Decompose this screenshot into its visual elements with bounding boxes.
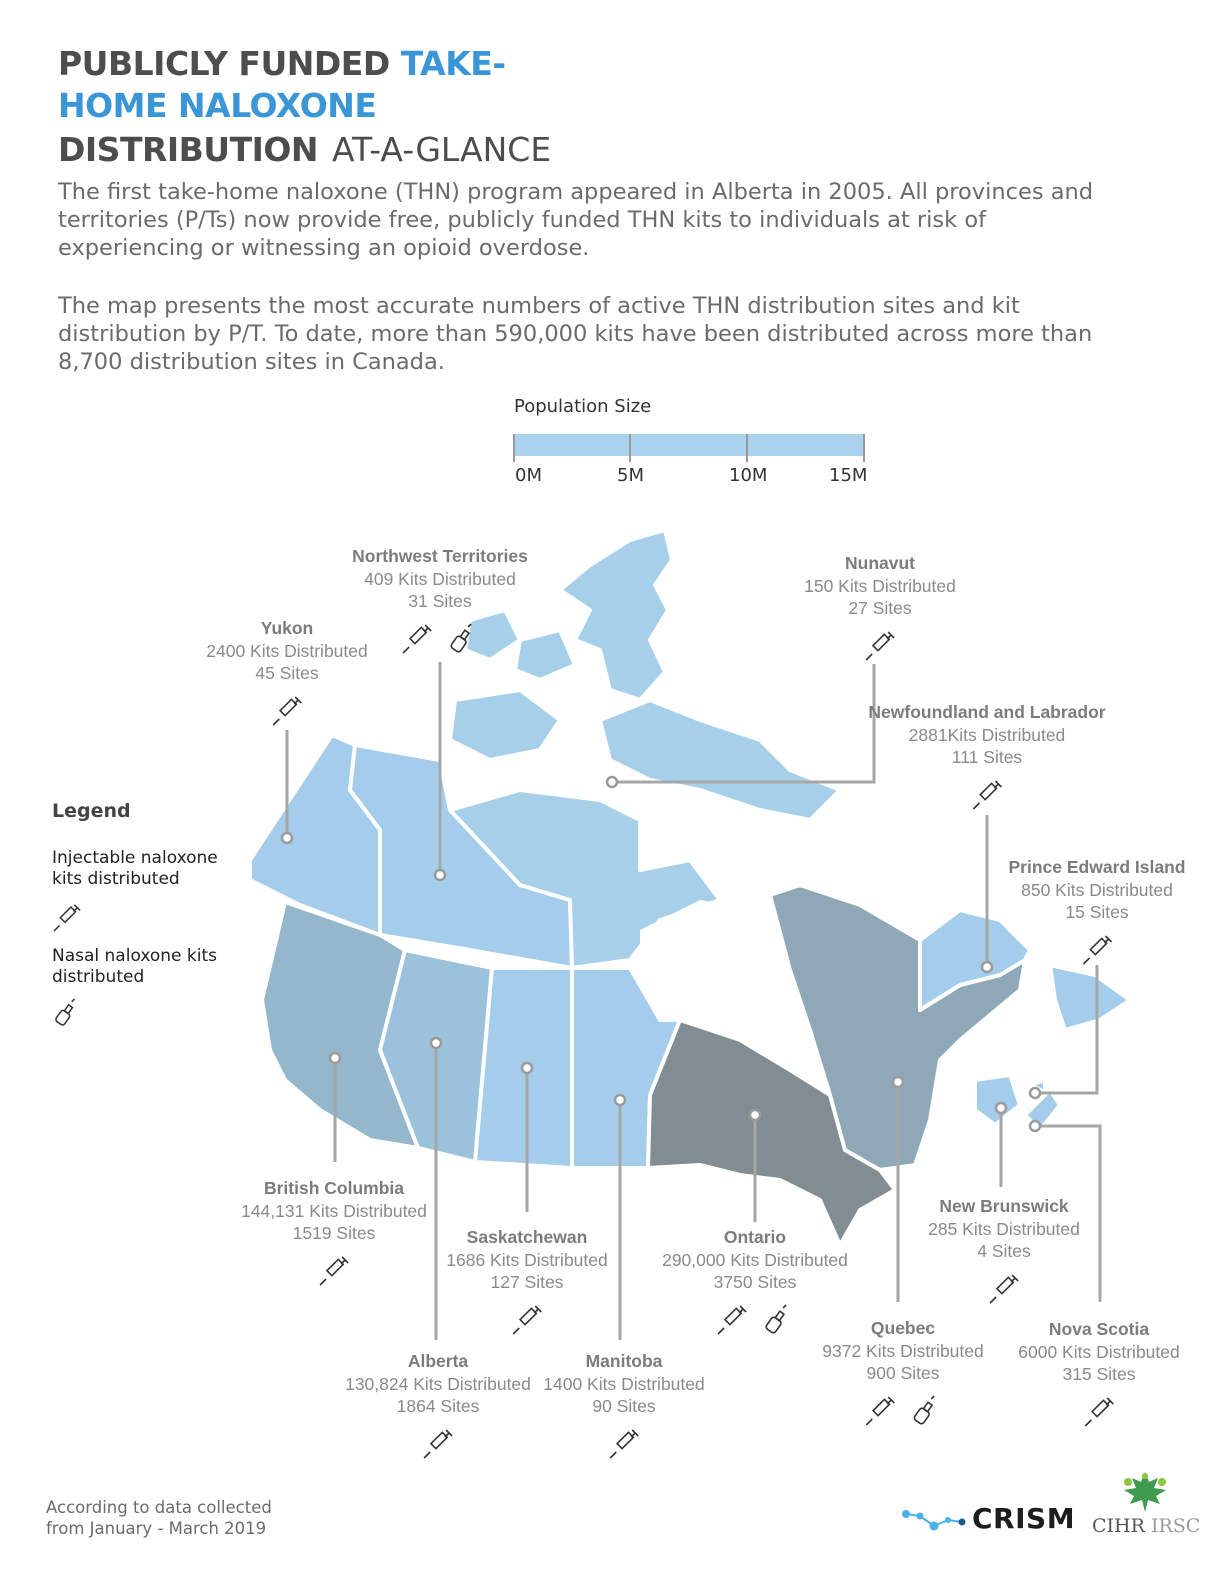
syringe-icon bbox=[511, 1304, 543, 1336]
irsc-text: IRSC bbox=[1150, 1515, 1201, 1537]
syringe-icon bbox=[318, 1255, 350, 1287]
region-name: Nunavut bbox=[845, 553, 915, 573]
region-sites: 15 Sites bbox=[1065, 902, 1129, 922]
region-kits: 1400 Kits Distributed bbox=[543, 1373, 705, 1394]
region-kits: 285 Kits Distributed bbox=[928, 1218, 1080, 1239]
region-kits: 130,824 Kits Distributed bbox=[345, 1373, 531, 1394]
scale-tick: 10M bbox=[729, 465, 768, 486]
label-bc bbox=[241, 1177, 427, 1287]
region-name: Prince Edward Island bbox=[1008, 857, 1186, 877]
syringe-icon bbox=[1081, 934, 1113, 966]
region-name: New Brunswick bbox=[939, 1196, 1069, 1216]
syringe-icon bbox=[422, 1428, 454, 1460]
nasal-spray-icon bbox=[762, 1304, 794, 1336]
cihr-text: CIHR bbox=[1092, 1515, 1145, 1537]
region-sites: 315 Sites bbox=[1062, 1364, 1136, 1384]
title-subtitle: AT-A-GLANCE bbox=[332, 130, 552, 169]
label-nl bbox=[868, 701, 1105, 811]
label-yukon bbox=[206, 617, 367, 727]
syringe-icon bbox=[401, 623, 433, 655]
region-name: Quebec bbox=[870, 1318, 936, 1338]
label-nwt bbox=[352, 545, 528, 655]
nasal-spray-icon bbox=[447, 623, 479, 655]
title-accent: TAKE- bbox=[400, 44, 506, 83]
region-sites: 27 Sites bbox=[848, 598, 912, 618]
region-kits: 1686 Kits Distributed bbox=[446, 1249, 608, 1270]
maple-leaf-icon bbox=[1118, 1470, 1172, 1514]
legend-injectable-label: Injectable naloxone kits distributed bbox=[52, 848, 218, 889]
title-accent: HOME NALOXONE bbox=[58, 86, 377, 125]
syringe-icon bbox=[864, 1395, 896, 1427]
region-sites: 4 Sites bbox=[977, 1241, 1031, 1261]
syringe-icon bbox=[971, 779, 1003, 811]
label-ns bbox=[1018, 1318, 1179, 1428]
title-part: DISTRIBUTION bbox=[58, 130, 319, 169]
label-saskatchewan bbox=[446, 1226, 607, 1336]
region-sites: 45 Sites bbox=[255, 663, 319, 683]
region-sites: 900 Sites bbox=[866, 1363, 940, 1383]
note-line: from January - March 2019 bbox=[46, 1519, 267, 1538]
intro-paragraph-2: The map presents the most accurate numbers of active THN distribution sites and kit distribution by P/T. To date, more than 590,000 kits have been distributed across more than 8,700 distribution sites in Canada. bbox=[58, 293, 1093, 375]
note-line: According to data collected bbox=[46, 1498, 272, 1517]
region-sites: 127 Sites bbox=[490, 1272, 564, 1292]
arctic-islands bbox=[450, 690, 560, 760]
region-kits: 850 Kits Distributed bbox=[1021, 879, 1173, 900]
population-scale-title: Population Size bbox=[514, 396, 652, 417]
label-nb bbox=[928, 1195, 1080, 1305]
region-kits: 150 Kits Distributed bbox=[804, 575, 956, 596]
nasal-spray-icon bbox=[52, 998, 82, 1028]
arctic-islands bbox=[560, 530, 672, 700]
region-sites: 31 Sites bbox=[408, 591, 472, 611]
region-name: Nova Scotia bbox=[1048, 1319, 1150, 1339]
data-source-note bbox=[46, 1497, 272, 1539]
region-sites: 3750 Sites bbox=[713, 1272, 797, 1292]
region-kits: 144,131 Kits Distributed bbox=[241, 1200, 427, 1221]
region-kits: 9372 Kits Distributed bbox=[822, 1340, 984, 1361]
region-sites: 1519 Sites bbox=[292, 1223, 376, 1243]
label-ontario bbox=[662, 1226, 848, 1336]
region-kits: 2400 Kits Distributed bbox=[206, 640, 368, 661]
region-sites: 111 Sites bbox=[951, 747, 1023, 767]
legend-title: Legend bbox=[52, 800, 131, 822]
region-kits: 409 Kits Distributed bbox=[364, 568, 516, 589]
region-sites: 1864 Sites bbox=[396, 1396, 480, 1416]
syringe-icon bbox=[608, 1428, 640, 1460]
arctic-islands bbox=[600, 700, 840, 820]
label-pei bbox=[1009, 856, 1186, 966]
region-name: British Columbia bbox=[263, 1178, 404, 1198]
region-name: Saskatchewan bbox=[466, 1227, 588, 1247]
title-part: PUBLICLY FUNDED bbox=[58, 44, 401, 83]
crism-logo: CRISM bbox=[972, 1502, 1076, 1535]
syringe-icon bbox=[864, 630, 896, 662]
label-alberta bbox=[345, 1350, 531, 1460]
region-name: Manitoba bbox=[585, 1351, 663, 1371]
crism-logo-mark bbox=[900, 1506, 970, 1536]
region-kits: 2881Kits Distributed bbox=[908, 724, 1066, 745]
region-name: Yukon bbox=[260, 618, 314, 638]
region-name: Alberta bbox=[407, 1351, 469, 1371]
nasal-spray-icon bbox=[910, 1395, 942, 1427]
region-sites: 90 Sites bbox=[592, 1396, 656, 1416]
label-quebec bbox=[822, 1317, 983, 1427]
region-nb bbox=[975, 1075, 1020, 1125]
syringe-icon bbox=[716, 1304, 748, 1336]
intro-paragraph-1: The first take-home naloxone (THN) program appeared in Alberta in 2005. All provinces and territories (P/Ts) now provide free, publicly funded THN kits to individuals at risk of experiencing or witnessing an opioid overdose. bbox=[58, 179, 1094, 261]
legend-nasal-label: Nasal naloxone kits distributed bbox=[52, 946, 217, 987]
scale-tick: 0M bbox=[515, 465, 542, 486]
region-name: Newfoundland and Labrador bbox=[868, 702, 1106, 722]
syringe-icon bbox=[271, 695, 303, 727]
syringe-icon bbox=[988, 1273, 1020, 1305]
region-name: Ontario bbox=[723, 1227, 787, 1247]
label-manitoba bbox=[543, 1350, 704, 1460]
scale-tick: 15M bbox=[829, 465, 868, 486]
label-nunavut bbox=[804, 552, 956, 662]
region-kits: 6000 Kits Distributed bbox=[1018, 1341, 1180, 1362]
syringe-icon bbox=[52, 903, 82, 933]
region-kits: 290,000 Kits Distributed bbox=[662, 1249, 848, 1270]
syringe-icon bbox=[1083, 1396, 1115, 1428]
cihr-logo bbox=[1092, 1515, 1200, 1537]
scale-tick: 5M bbox=[617, 465, 644, 486]
region-nl bbox=[1050, 965, 1130, 1030]
region-name: Northwest Territories bbox=[352, 546, 528, 566]
